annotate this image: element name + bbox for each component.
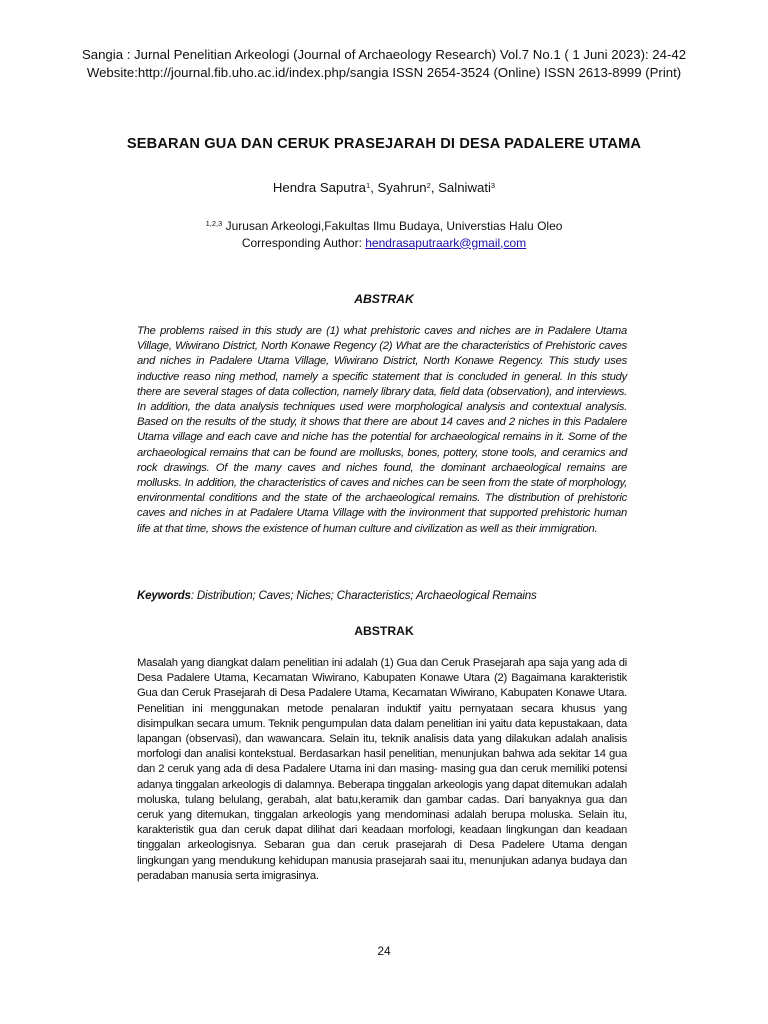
author-list: Hendra Saputra$^1$, Syahrun$^2$, Salniwati$^3$ (272, 180, 496, 195)
affiliation-superscript: 1,2,3 (205, 219, 223, 228)
author-superscript: 1 (366, 181, 371, 190)
keywords-line (137, 589, 627, 602)
affiliation-line (40, 216, 728, 235)
keywords-text: : Distribution; Caves; Niches; Characteristics; Archaeological Remains (190, 589, 537, 602)
author-name: Salniwati (438, 180, 491, 195)
abstract-id-text: Masalah yang diangkat dalam penelitian ini adalah (1) Gua dan Ceruk Prasejarah apa saja yang ada di Desa Padalere Utama, Kecamatan Wiwirano, Kabupaten Konawe Utara (2) Bagaimana karakteristik Gua dan Ceruk Prasejarah di Desa Padalere Utama, Kecamatan Wiwirano, Kabupaten Konawe Utara. Penelitian ini menggunakan metode penalaran induktif yaitu pernyataan secara khusus yang disimpulkan secara umum. Teknik pengumpulan data dalam penelitian ini yaitu data kepustakaan, data lapangan (observasi), dan wawancara. Selain itu, teknik analisis data yang dilakukan adalah analisis morfologi dan analisi kontekstual. Berdasarkan hasil penelitian, menunjukan bahwa ada sekitar 14 gua dan 2 ceruk yang ada di desa Padalere Utama ini dan masing- masing gua dan ceruk memiliki potensi adanya tinggalan arkeologis di dalamnya. Beberapa tinggalan arkeologis yang dapat ditemukan adalah moluska, tulang belulang, gerabah, alat batu,keramik dan gambar cadas. Dari banyaknya gua dan ceruk yang ditemukan, tinggalan arkeologis yang mendominasi adalah berupa moluska. Selain itu, karakteristik gua dan ceruk dapat dilihat dari keadaan morfologi, keadaan lingkungan dan keadaan tinggalan arkeologisnya. Sebaran gua dan ceruk prasejarah di Desa Padelere Utama dengan lingkungan yang mendukung kehidupan manusia prasejarah saai itu, menunjukan adanya budaya dan peradaban manusia serta imigrasinya. (137, 657, 627, 882)
author-name: Syahrun (377, 180, 427, 195)
abstract-en-text: The problems raised in this study are (1) what prehistoric caves and niches are in Padalere Utama Village, Wiwirano District, North Konawe Regency (2) What are the characteristics of Prehistoric caves and niches in Padalere Utama Village, Wiwirano District, North Konawe Regency. This study uses inductive reaso ning method, namely a specific statement that is concluded in general. In this study there are several stages of data collection, namely library data, field data (observation), and interviews. In addition, the data analysis techniques used were morphological analysis and contextual analysis. Based on the results of the study, it shows that there are about 14 caves and 2 niches in this Padalere Utama village and each cave and niche has the potential for archaeological remains in it. Some of the archaeological remains that can be found are mollusks, bones, pottery, stone tools, and ceramics and rock drawings. Of the many caves and niches found, the dominant archaeological remains are mollusks. In addition, the characteristics of caves and niches can be seen from the state of morphology, environmental conditions and the state of the archaeological remains. The distribution of prehistoric caves and niches in at Padalere Utama Village with the invironment that supported prehistoric human life at that time, shows the existence of human culture and civilization as well as their immigration. (137, 325, 627, 535)
author-superscript: 3 (490, 181, 496, 190)
page-number: 24 (377, 944, 391, 958)
journal-citation: Sangia : Jurnal Penelitian Arkeologi (Journal of Archaeology Research) Vol.7 No.1 ( 1 Juni 2023): 24-42 (81, 47, 687, 62)
corresponding-author-label: Corresponding Author: (241, 235, 366, 250)
author-superscript: 2 (426, 181, 431, 190)
corresponding-author-line (40, 235, 728, 252)
corresponding-email-link[interactable]: hendrasaputraark@gmail,com (365, 235, 527, 250)
keywords-label: Keywords (137, 589, 191, 602)
affiliation-text: Jurusan Arkeologi,Fakultas Ilmu Budaya, Universtias Halu Oleo (222, 219, 563, 233)
journal-website-issn: Website:http://journal.fib.uho.ac.id/index.php/sangia ISSN 2654-3524 (Online) ISSN 2613-8999 (Print) (86, 65, 682, 80)
journal-header (40, 46, 728, 82)
paper-title: SEBARAN GUA DAN CERUK PRASEJARAH DI DESA PADALERE UTAMA (126, 136, 642, 152)
author-name: Hendra Saputra (272, 180, 367, 195)
affiliation-block (40, 216, 728, 251)
abstract-en-heading: ABSTRAK (354, 292, 414, 306)
abstract-id-heading: ABSTRAK (354, 624, 414, 638)
